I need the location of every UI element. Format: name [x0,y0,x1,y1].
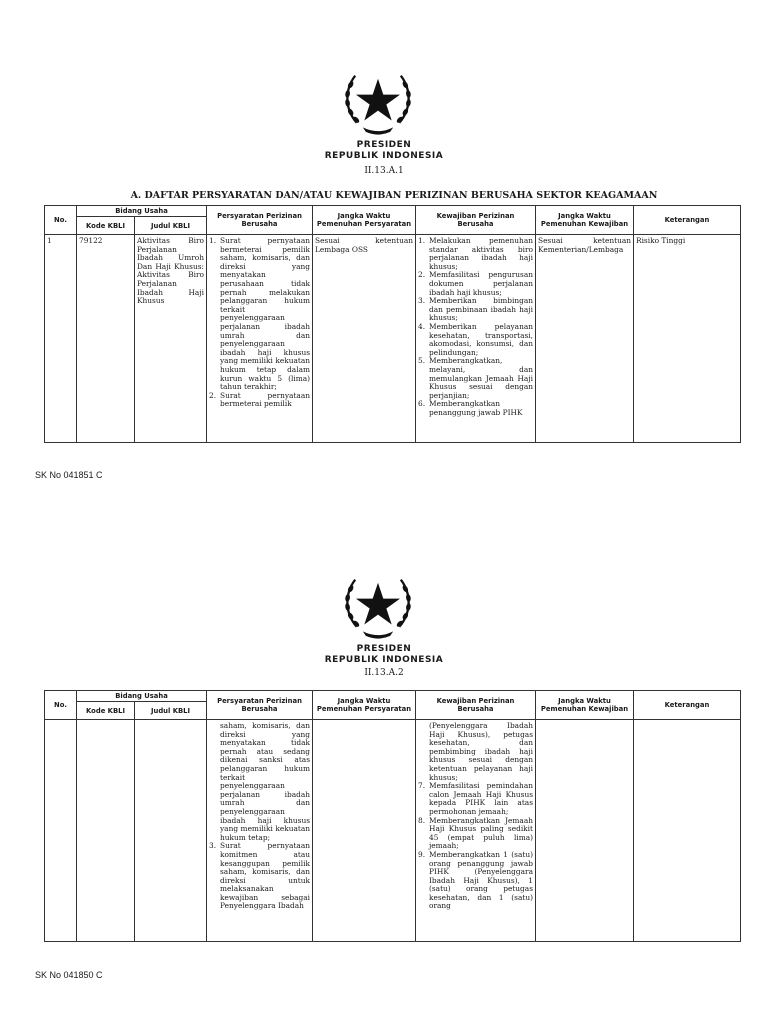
header-kewajiban: Kewajiban Perizinan Berusaha [416,206,536,235]
cell-no: 1 [45,235,77,443]
list-item-number: 1. [418,236,426,245]
list-item-text: Memberikan pelayanan kesehatan, transportasi, akomodasi, konsumsi, dan pelindungan; [429,321,533,357]
cell-persyaratan [207,720,313,942]
list-item-number: 2. [418,270,426,280]
president-heading [0,644,768,666]
header-keterangan: Keterangan [634,691,741,720]
cell-keterangan [634,720,741,942]
header-keterangan: Keterangan [634,206,741,235]
garuda-star-emblem-icon [340,60,416,140]
header-kode-kbli: Kode KBLI [77,702,135,720]
list-item [418,782,533,816]
list-item [209,237,310,392]
list-item-number: 6. [418,399,426,409]
header-jangka-persyaratan: Jangka Waktu Pemenuhan Persyaratan [313,206,416,235]
header-no: No. [45,691,77,720]
cell-kewajiban [416,720,536,942]
requirements-table [44,205,741,443]
header-kewajiban: Kewajiban Perizinan Berusaha [416,691,536,720]
cell-jangka-kewajiban [536,720,634,942]
kewajiban-list [418,237,533,417]
header-bidang-usaha: Bidang Usaha [77,691,207,702]
president-heading [0,140,768,162]
president-line-2: REPUBLIK INDONESIA [324,655,444,665]
list-item-number: 8. [418,815,426,825]
cell-jangka-persyaratan [313,720,416,942]
garuda-star-emblem-icon [340,564,416,644]
persyaratan-list [209,237,310,409]
table-row [45,235,741,443]
header-jangka-persyaratan: Jangka Waktu Pemenuhan Persyaratan [313,691,416,720]
list-item [209,392,310,409]
page-code: II.13.A.1 [364,166,404,176]
list-item-number: 7. [418,781,426,791]
list-item-number: 3. [209,841,217,851]
sk-number: SK No 041850 C [35,970,103,980]
header-jangka-kewajiban: Jangka Waktu Pemenuhan Kewajiban [536,691,634,720]
cell-kode-kbli: 79122 [77,235,135,443]
list-item-text: Memberangkatkan penanggung jawab PIHK [429,399,523,417]
list-item [418,817,533,851]
header-kode-kbli: Kode KBLI [77,217,135,235]
list-item-text: Memberangkatkan 1 (satu) orang penanggung jawab PIHK (Penyelenggara Ibadah Haji Khusus), 1 (satu) orang petugas kesehatan, dan 1 (satu) orang [429,849,533,911]
kewajiban-list [418,782,533,911]
list-item [418,237,533,271]
cell-persyaratan [207,235,313,443]
list-item [418,297,533,323]
cell-jangka-kewajiban: Sesuai ketentuan Kementerian/Lembaga [536,235,634,443]
header-jangka-kewajiban: Jangka Waktu Pemenuhan Kewajiban [536,206,634,235]
list-item-number: 5. [418,356,426,366]
list-item-text: Memfasilitasi pengurusan dokumen perjalanan ibadah haji khusus; [429,270,533,297]
header-judul-kbli: Judul KBLI [135,702,207,720]
list-item-number: 4. [418,321,426,331]
list-item-text: Surat pernyataan bermeterai pemilik saham, komisaris, dan direksi yang menyatakan perusahaan tidak pernah melakukan pelanggaran hukum terkait penyelenggaraan perjalanan ibadah umrah dan penyelenggaraan ibadah haji khusus yang memiliki kekuatan hukum tetap dalam kurun waktu 5 (lima) tahun terakhir; [220,236,310,392]
document-page-2 [0,512,768,1024]
list-item-text: Memberangkatkan Jemaah Haji Khusus paling sedikit 45 (empat puluh lima) jemaah; [429,815,533,851]
header-persyaratan: Persyaratan Perizinan Berusaha [207,206,313,235]
cell-kewajiban [416,235,536,443]
persyaratan-list [209,842,310,911]
cell-kode-kbli [77,720,135,942]
persyaratan-continuation: saham, komisaris, dan direksi yang menyatakan tidak pernah atau sedang dikenai sanksi atas pelanggaran hukum terkait penyelenggaraan perjalanan ibadah umrah dan penyelenggaraan ibadah haji khusus yang memiliki kekuatan hukum tetap; [220,721,310,842]
sk-number: SK No 041851 C [35,470,103,480]
header-judul-kbli: Judul KBLI [135,217,207,235]
cell-keterangan: Risiko Tinggi [634,235,741,443]
list-item-text: Surat pernyataan bermeterai pemilik [220,390,310,409]
president-line-1: PRESIDEN [356,644,412,654]
list-item [418,323,533,357]
president-line-2: REPUBLIK INDONESIA [324,151,444,161]
list-item-number: 2. [209,390,217,400]
list-item [209,842,310,911]
header-no: No. [45,206,77,235]
requirements-table [44,690,741,942]
list-item-text: Melakukan pemenuhan standar aktivitas biro perjalanan ibadah haji khusus; [429,236,533,271]
list-item-number: 3. [418,296,426,306]
cell-jangka-persyaratan: Sesuai ketentuan Lembaga OSS [313,235,416,443]
list-item-text: Memberikan bimbingan dan pembinaan ibadah haji khusus; [429,296,533,323]
list-item [418,400,533,417]
cell-judul-kbli [135,720,207,942]
list-item [418,271,533,297]
list-item-number: 1. [209,236,217,245]
president-line-1: PRESIDEN [356,140,412,150]
list-item [418,357,533,400]
section-title: A. DAFTAR PERSYARATAN DAN/ATAU KEWAJIBAN PERIZINAN BERUSAHA SEKTOR KEAGAMAAN [130,190,658,201]
kewajiban-continuation: (Penyelenggara Ibadah Haji Khusus), petugas kesehatan, dan pembimbing ibadah haji khusus sesuai dengan ketentuan pelayanan haji khusus; [429,721,533,782]
table-row [45,720,741,942]
header-persyaratan: Persyaratan Perizinan Berusaha [207,691,313,720]
list-item-text: Memfasilitasi pemindahan calon Jemaah Haji Khusus kepada PIHK lain atas permohonan jemaah; [429,781,533,816]
list-item-text: Surat pernyataan komitmen atau kesanggupan pemilik saham, komisaris, dan direksi untuk melaksanakan kewajiban sebagai Penyelenggara Ibadah [220,841,310,911]
list-item [418,851,533,911]
page-code: II.13.A.2 [364,668,404,678]
list-item-text: Memberangkatkan, melayani, dan memulangkan Jemaah Haji Khusus sesuai dengan perjanjian; [429,356,533,400]
cell-judul-kbli: Aktivitas Biro Perjalanan Ibadah Umroh Dan Haji Khusus: Aktivitas Biro Perjalanan Ibadah Haji Khusus [135,235,207,443]
list-item-number: 9. [418,849,426,859]
cell-no [45,720,77,942]
header-bidang-usaha: Bidang Usaha [77,206,207,217]
